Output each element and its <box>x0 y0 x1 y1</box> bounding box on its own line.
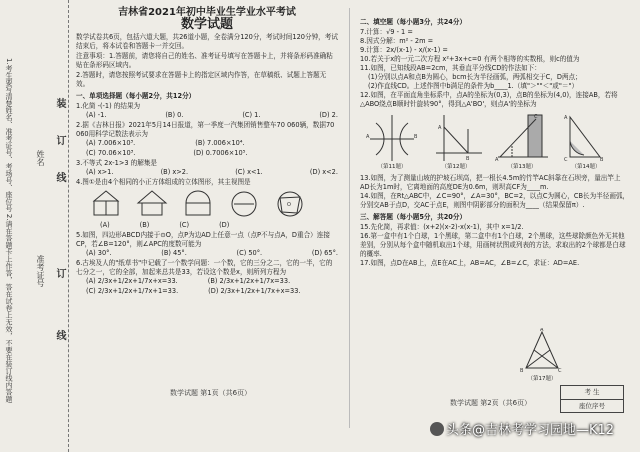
figure-4c <box>180 189 216 219</box>
option: (A) 7.006×10³. <box>86 139 136 147</box>
figure-14 <box>560 111 612 172</box>
question-17: 17.如图，点D在AB上，点E在AC上，AB=AC，∠B=∠C，求证：AD=AE. <box>360 259 580 267</box>
question-5: 5.如图，四边形ABCD内接于⊙O，点P为边AD上任意一点（点P不与点A，D重合）连接CP，若∠B=120°，则∠APC的度数可能为 <box>76 231 330 248</box>
option: (B) 7.006×10⁴. <box>195 139 245 147</box>
option: (C) x<1. <box>235 168 263 176</box>
question-12: 12.如图，在平面直角坐标系中，点A的坐标为(0,3)，点B的坐标为(4,0)，连接AB，若将△ABO绕点B顺时针旋转90°，得到△A'BO'，则点A'的坐标为 <box>360 91 618 108</box>
figure-label: (C) <box>179 221 190 229</box>
watermark-text: 头条@吉林考学习园地—K12 <box>446 423 615 438</box>
section-1-heading: 一、单项选择题（每小题2分，共12分） <box>76 92 196 100</box>
binding-marker-xian: 线 <box>54 172 65 182</box>
figure-label: （第12题） <box>441 164 471 170</box>
option: (B) 45°. <box>161 249 187 257</box>
svg-text:A: A <box>540 328 544 333</box>
exam-title: 吉林省2021年初中毕业生学业水平考试 <box>118 7 296 18</box>
question-9: 9.计算：2x/(x-1) - x/(x-1) = <box>360 46 448 54</box>
question-2-options-a <box>76 139 338 148</box>
svg-text:C: C <box>564 157 568 163</box>
option: (C) 50°. <box>236 249 263 257</box>
svg-text:A: A <box>564 115 568 121</box>
svg-text:B: B <box>466 156 470 162</box>
binding-marker-ding: 订 <box>54 135 65 145</box>
name-label: 姓名 <box>36 150 45 166</box>
student-box-line-2: 座位序号 <box>579 402 605 410</box>
question-1-options <box>76 111 338 120</box>
question-4-figures <box>76 189 338 219</box>
option: (C) 1. <box>242 111 261 119</box>
question-3: 3.不等式 2x-1>3 的解集是 <box>76 159 158 167</box>
option: (A) -1. <box>86 111 107 119</box>
logo-icon <box>430 422 444 436</box>
figure-label: (D) <box>219 221 230 229</box>
question-7: 7.计算：√9 - 1 = <box>360 28 413 36</box>
question-2: 2.据《吉林日报》2021年5月14日报道，第一季度一汽集团销售整车70 060辆，数据70 060用科学记数法表示为 <box>76 121 335 138</box>
question-16: 16.第一盒中有1个白球，1个黑球，第二盒中有1个白球，2个黑球，这些球除颜色外无其他差别，分别从每个盒中随机取出1个球，用画树状图或列表的方法，求取出的2个球都是白球的概率. <box>360 232 626 258</box>
exam-note-2: 2.答题时，请您按照考试要求在答题卡上的指定区域内作答，在草稿纸、试题上答题无效。 <box>76 71 327 88</box>
student-seat-box <box>560 385 624 413</box>
question-11: 11.如图，已知线段AB=2cm，其垂直平分线CD的作法如下： <box>360 64 541 72</box>
figure-label: （第14题） <box>571 164 601 170</box>
exam-intro: 数学试卷共6页，包括六道大题，共26道小题，全卷满分120分，考试时间120分钟，考试结束后，将本试卷和答题卡一并交回。 <box>76 33 338 50</box>
question-8: 8.因式分解：m² - 2m = <box>360 37 434 45</box>
question-6-options-b <box>76 287 338 296</box>
option: (B) 0. <box>165 111 184 119</box>
binding-strip <box>0 0 69 452</box>
binding-notes: 1.考生要写清楚姓名、准考证号、考场号、座位号 2.请在答题卡上作答，答在试卷上无效，不要在装订线内答题 <box>5 58 13 403</box>
figure-label: （第17题） <box>527 376 557 382</box>
figure-17 <box>520 328 564 382</box>
svg-text:B: B <box>600 157 604 163</box>
section-2-heading: 二、填空题（每小题3分，共24分） <box>360 18 467 26</box>
figure-13 <box>492 111 552 172</box>
svg-text:A: A <box>438 125 442 131</box>
svg-text:A: A <box>495 157 499 163</box>
option: (A) 30°. <box>86 249 112 257</box>
option: (B) x>2. <box>160 168 189 176</box>
option: (A) 2/3x+1/2x+1/7x+x=33. <box>86 277 178 285</box>
page-divider <box>349 8 350 428</box>
question-14: 14.如图，在Rt△ABC中，∠C=90°，∠A=30°，BC=2，以点C为圆心，CB长为半径画弧，分别交AB于点D，交AC于点E，则图中阴影部分的面积为____（结果保留π）. <box>360 192 630 209</box>
figure-label: (A) <box>100 221 110 229</box>
exam-subtitle: 数学试题 <box>180 17 233 32</box>
page-2-footer: 数学试题 第2页（共6页） <box>450 399 532 407</box>
question-13: 13.如图，为了测量山坡的护坡石坝高，把一根长4.5m的竹竿AC斜靠在石坝旁，量出竿上AD长为1m时，它离地面的高度DE为0.6m，则坝高CF为____m. <box>360 174 621 191</box>
option: (D) 2. <box>319 111 338 119</box>
figure-4b <box>134 189 170 219</box>
question-2-options-b <box>76 149 338 158</box>
question-1: 1.化简 -(-1) 的结果为 <box>76 102 141 110</box>
svg-text:A: A <box>366 134 370 140</box>
question-4-labels <box>76 221 338 230</box>
question-11-step-1: (1)分别以点A和点B为圆心，bcm长为半径画弧，两弧相交于C，D两点； <box>368 73 582 81</box>
svg-text:O: O <box>287 202 291 208</box>
svg-text:C: C <box>534 114 538 120</box>
figures-11-14 <box>360 111 630 172</box>
page-2 <box>360 6 630 268</box>
svg-text:C: C <box>558 368 562 374</box>
question-11-step-2: (2)作直线CD。上述作图中b满足的条件为b____1.（填"＞""＜"或"＝"） <box>368 82 579 90</box>
figure-12 <box>428 111 484 172</box>
figure-4d <box>226 189 262 219</box>
figure-label: （第11题） <box>377 164 407 170</box>
option: (A) x>1. <box>86 168 114 176</box>
question-3-options <box>76 168 338 177</box>
page-1 <box>76 6 338 297</box>
svg-text:B: B <box>520 368 524 374</box>
student-box-line-1: 考 生 <box>561 386 623 400</box>
binding-marker-ding-2: 订 <box>54 268 65 278</box>
binding-marker-xian-2: 线 <box>54 330 65 340</box>
svg-text:B: B <box>414 134 418 140</box>
page-1-footer: 数学试题 第1页（共6页） <box>170 389 252 397</box>
question-5-options <box>76 249 338 258</box>
option: (C) 2/3x+1/2x+1/7x+1=33. <box>86 287 179 295</box>
option: (B) 2/3x+1/2x+1/7x=33. <box>207 277 291 285</box>
figure-11 <box>364 111 420 172</box>
figure-label: (B) <box>139 221 150 229</box>
question-6-options-a <box>76 277 338 286</box>
option: (D) 2/3x+1/2x+1/7x+x=33. <box>208 287 301 295</box>
section-3-heading: 三、解答题（每小题5分，共20分） <box>360 213 467 221</box>
option: (C) 70.06×10³. <box>86 149 136 157</box>
option: (D) 65°. <box>311 249 338 257</box>
question-6: 6.古埃及人的"纸草书"中记载了一个数学问题：一个数，它的三分之二，它的一半，它的七分之一，它的全部，加起来总共是33，若设这个数是x，则所列方程为 <box>76 259 333 276</box>
exam-note-1: 注意事项：1.答题前，请您将自己的姓名、准考证号填写在答题卡上，并将条形码准确粘贴在条形码区域内。 <box>76 52 333 69</box>
binding-marker-zhuang: 装 <box>54 98 65 108</box>
watermark <box>428 419 614 438</box>
question-4: 4.图①是由4个相同的小正方体组成的立体图形，其主视图是 <box>76 178 251 186</box>
figure-label: （第13题） <box>507 164 537 170</box>
option: (D) 0.7006×10⁵. <box>193 149 248 157</box>
question-15: 15.先化简，再求值：(x+2)(x-2)-x(x-1)，其中 x=1/2. <box>360 223 524 231</box>
figure-4a <box>88 189 124 219</box>
option: (D) x<2. <box>309 168 338 176</box>
question-10: 10.若关于x的一元二次方程 x²+3x+c=0 有两个相等的实数根，则c的值为 <box>360 55 580 63</box>
id-label: 准考证号 <box>36 255 45 287</box>
figure-5 <box>272 189 308 219</box>
